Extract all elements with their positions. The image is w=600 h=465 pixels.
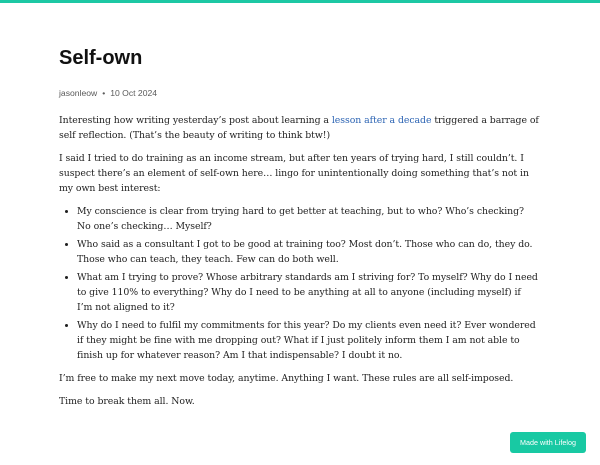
top-accent-bar — [0, 0, 600, 3]
paragraph: Interesting how writing yesterday’s post about learning a lesson after a decade triggered a barrage of self reflection. (That’s the beauty of writing to think btw!) — [59, 115, 539, 141]
reflection-list — [59, 204, 539, 363]
author-link[interactable]: jasonleow — [59, 88, 98, 98]
meta-separator: • — [102, 88, 106, 98]
list-item: • What am I trying to prove? Whose arbitrary standards am I striving for? To myself? Why do I need to give 110% to everything? Why do I need to be anything at all to anyone (including myself) if I’m not aligned to it? — [77, 270, 539, 315]
paragraph: I’m free to make my next move today, anytime. Anything I want. These rules are all self-imposed. — [59, 373, 514, 384]
post-date: 10 Oct 2024 — [110, 88, 158, 98]
post-meta — [59, 87, 539, 99]
list-item: • My conscience is clear from trying hard to get better at teaching, but to who? Who’s checking? No one’s checking… Myself? — [77, 204, 539, 234]
list-item: • Why do I need to fulfil my commitments for this year? Do my clients even need it? Ever wondered if they might be fine with me dropping out? What if I just politely inform them I am not able to finish up for whatever reason? Am I that indispensable? I doubt it no. — [77, 318, 539, 363]
paragraph: Time to break them all. Now. — [59, 396, 195, 407]
list-item: • Who said as a consultant I got to be good at training too? Most don’t. Those who can do, they do. Those who can teach, they teach. Few can do both well. — [77, 237, 539, 267]
post-title: Self-own — [59, 47, 143, 69]
post-body — [59, 113, 539, 409]
paragraph: I said I tried to do training as an income stream, but after ten years of trying hard, I still couldn’t. I suspect there’s an element of self-own here… lingo for unintentionally doing something that’s not in my own best interest: — [59, 153, 529, 194]
blog-post — [59, 46, 539, 417]
made-with-lifelog-button[interactable]: Made with Lifelog — [510, 432, 586, 453]
lesson-after-a-decade-link[interactable]: lesson after a decade — [331, 115, 432, 126]
